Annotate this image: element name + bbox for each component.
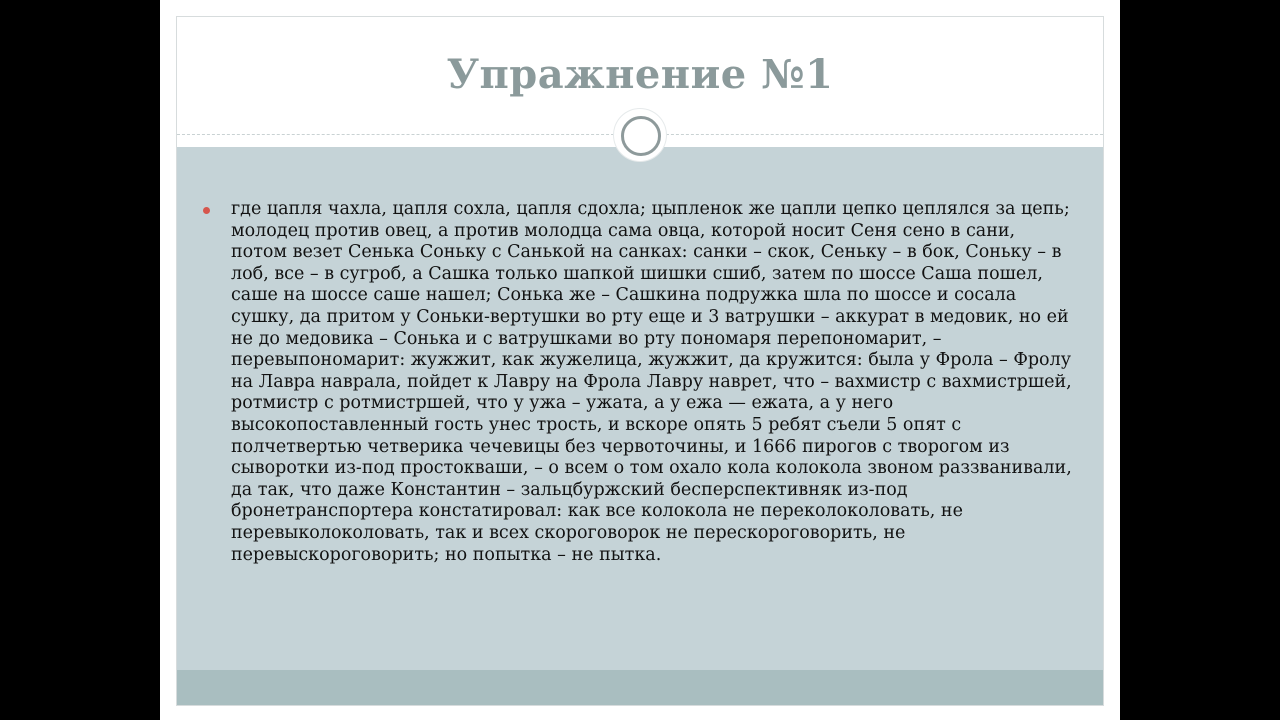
bullet-text: где цапля чахла, цапля сохла, цапля сдохла; цыпленок же цапли цепко цеплялся за цепь; молодец против овец, а против молодца сама овца, которой носит Сеня сено в сани, потом везет Сенька Соньку с Санькой на санках: санки – скок, Сеньку – в бок, Соньку – в лоб, все – в сугроб, а Сашка только шапкой шишки сшиб, затем по шоссе Саша пошел, саше на шоссе саше нашел; Сонька же – Сашкина подружка шла по шоссе и сосала сушку, да притом у Соньки-вертушки во рту еще и 3 ватрушки – аккурат в медовик, но ей не до медовика – Сонька и с ватрушками во рту пономаря перепономарит, – перевыпономарит: жужжит, как жужелица, жужжит, да кружится: была у Фрола – Фролу на Лавра наврала, пойдет к Лавру на Фрола Лавру наврет, что – вахмистр с вахмистршей, ротмистр с ротмистршей, что у ужа – ужата, а у ежа — ежата, а у него высокопоставленный гость унес трость, и вскоре опять 5 ребят съели 5 опят с полчетвертью четверика чечевицы без червоточины, и 1666 пирогов с творогом из сыворотки из-под простокваши, – о всем о том охало кола колокола звоном раззванивали, да так, что даже Константин – зальцбуржский бесперспективняк из-под бронетранспортера констатировал: как все колокола не переколоколовать, не перевыколоколовать, так и всех скороговорок не перескороговорить, не перевыскороговорить; но попытка – не пытка. <box>231 199 1072 565</box>
circle-ornament-icon <box>614 109 666 161</box>
bullet-dot-icon <box>203 207 210 214</box>
footer-bar <box>177 670 1103 705</box>
ring-icon <box>621 116 661 156</box>
slide <box>176 16 1104 706</box>
slide-frame <box>160 0 1120 720</box>
slide-title: Упражнение №1 <box>446 51 834 98</box>
